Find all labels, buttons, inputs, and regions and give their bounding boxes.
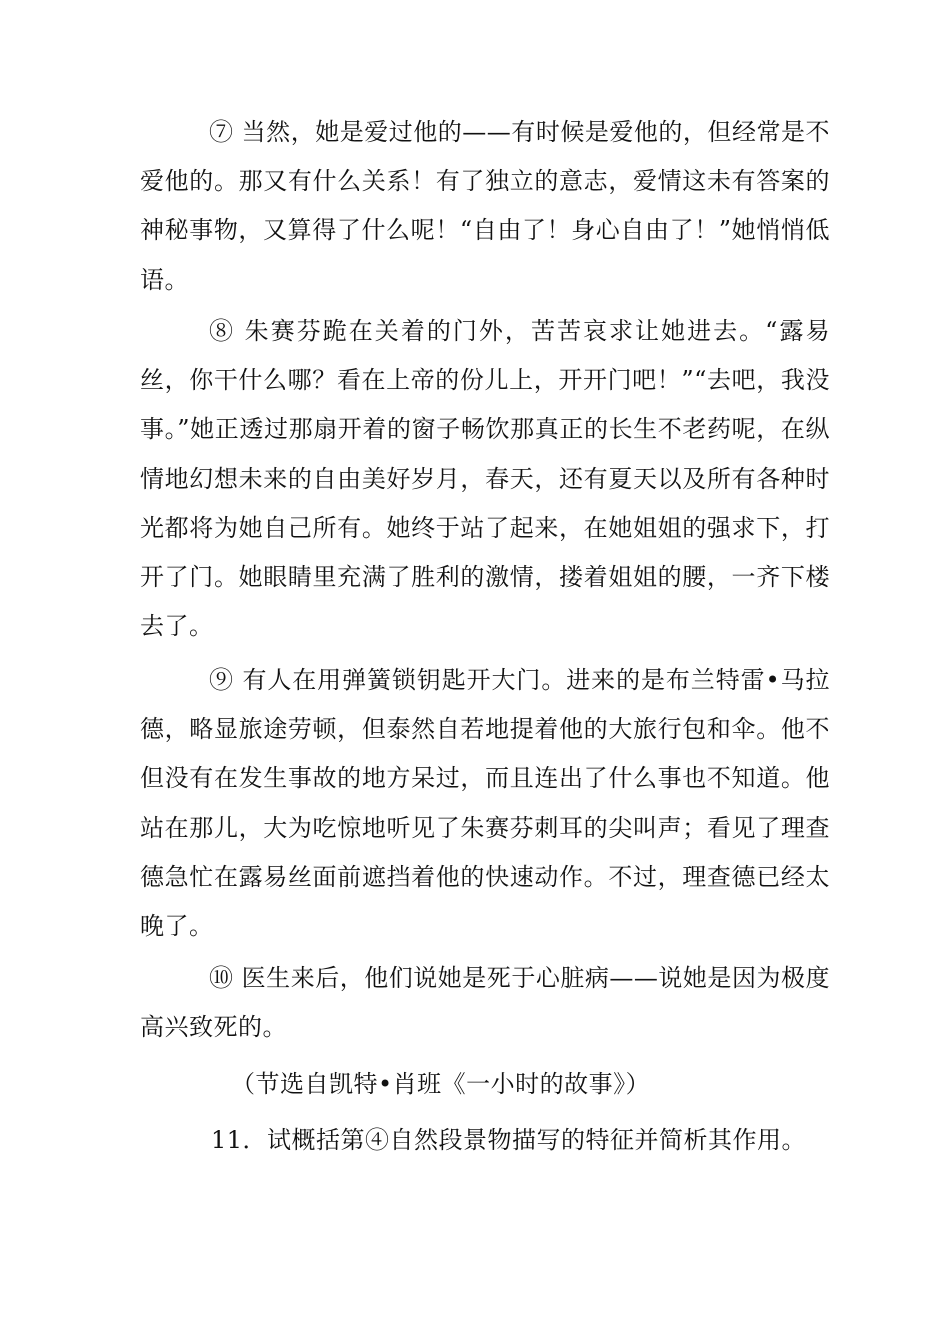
- paragraph-10: ⑩ 医生来后，他们说她是死于心脏病——说她是因为极度高兴致死的。: [140, 964, 830, 1042]
- question-11: 11．试概括第④自然段景物描写的特征并简析其作用。: [211, 1126, 807, 1154]
- paragraph-7: ⑦ 当然，她是爱过他的——有时候是爱他的，但经常是不爱他的。那又有什么关系！有了独立的意志，爱情这未有答案的神秘事物，又算得了什么呢！“自由了！身心自由了！”她悄悄低语。: [140, 118, 830, 294]
- paragraph-8: ⑧ 朱赛芬跪在关着的门外，苦苦哀求让她进去。“露易丝，你干什么哪？看在上帝的份儿上，开开门吧！”“去吧，我没事。”她正透过那扇开着的窗子畅饮那真正的长生不老药呢，在纵情地幻想未来的自由美好岁月，春天，还有夏天以及所有各种时光都将为她自己所有。她终于站了起来，在她姐姐的强求下，打开了门。她眼睛里充满了胜利的激情，搂着姐姐的腰，一齐下楼去了。: [140, 317, 830, 641]
- paragraph-9: ⑨ 有人在用弹簧锁钥匙开大门。进来的是布兰特雷•马拉德，略显旅途劳顿，但泰然自若地提着他的大旅行包和伞。他不但没有在发生事故的地方呆过，而且连出了什么事也不知道。他站在那儿，大为吃惊地听见了朱赛芬刺耳的尖叫声；看见了理查德急忙在露易丝面前遮挡着他的快速动作。不过，理查德已经太晚了。: [140, 666, 830, 941]
- source-citation: （节选自凯特•肖班《一小时的故事》）: [231, 1070, 651, 1098]
